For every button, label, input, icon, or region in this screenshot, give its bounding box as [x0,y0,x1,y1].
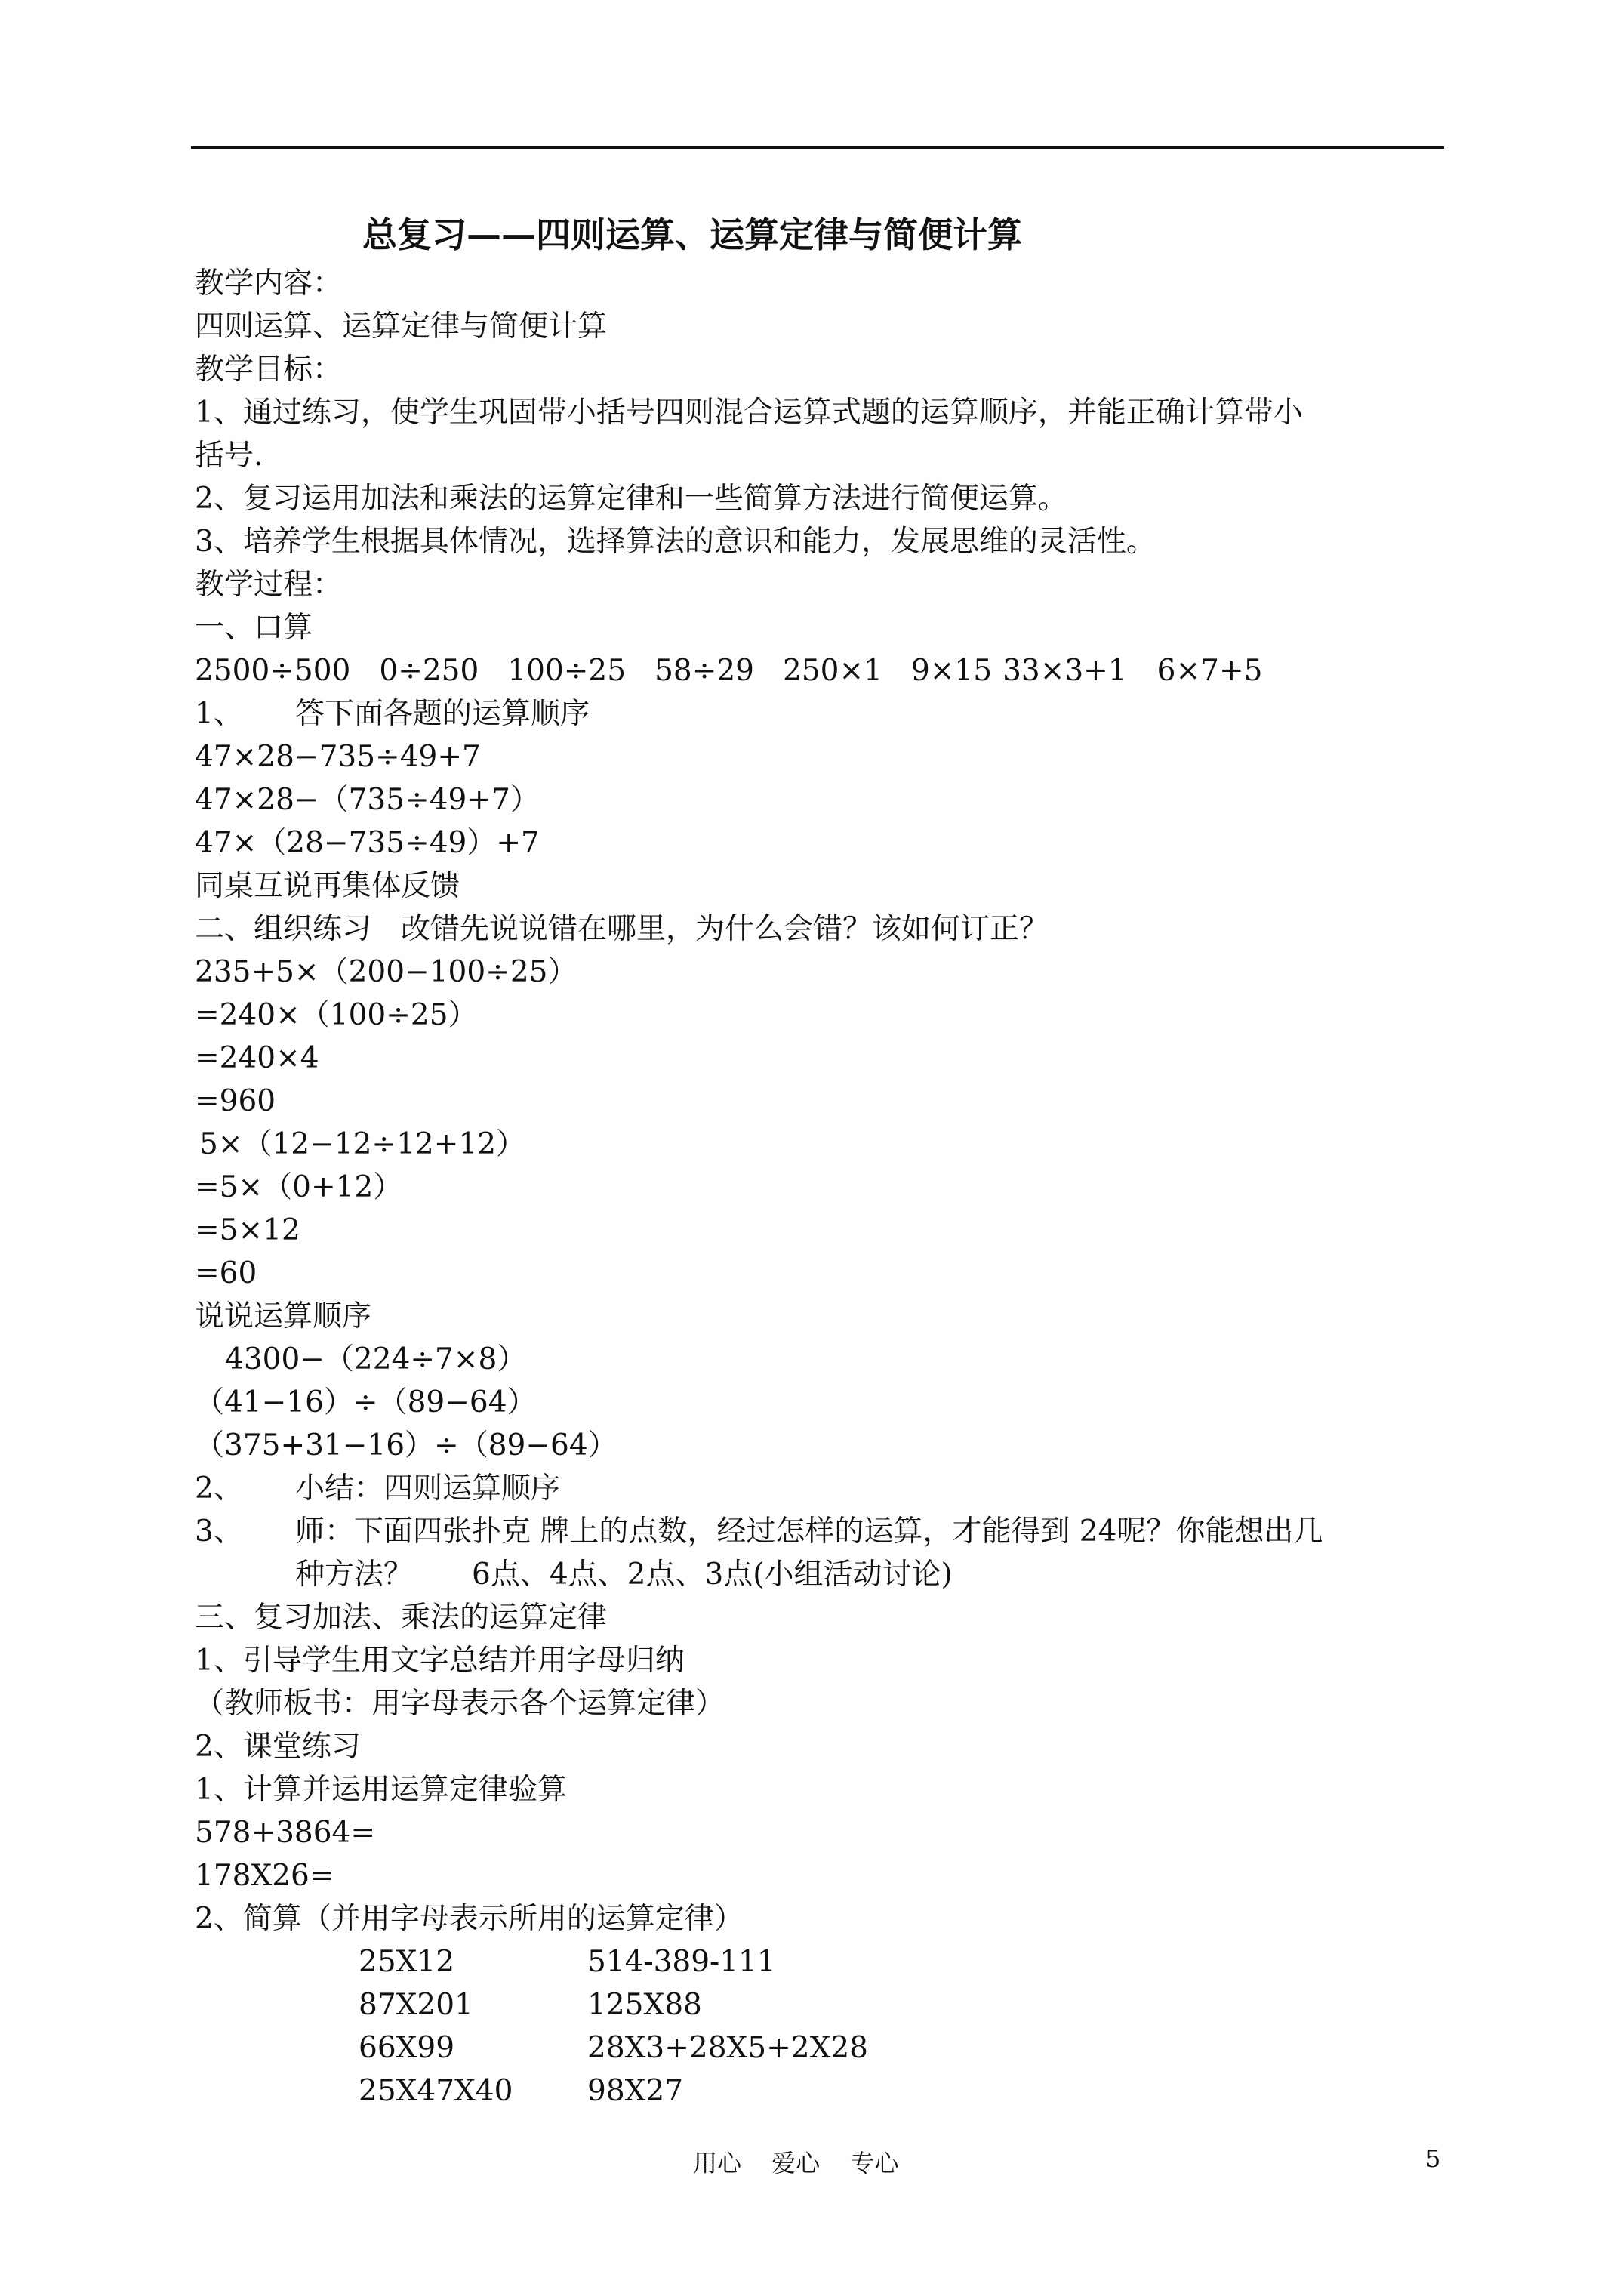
oral-problem: 250×1 [783,654,882,688]
simplify-row [195,2026,1455,2069]
correction-step: 5×（12−12÷12+12） [199,1127,526,1161]
simplify-problem: 98X27 [587,2074,684,2108]
correction-step: =5×12 [195,1213,300,1247]
oral-problem: 100÷25 [507,654,627,688]
item-2-summary [195,1467,1455,1510]
oral-problem: 58÷29 [654,654,754,688]
item-1-order [195,692,1455,735]
item-text-line-1: 师：下面四张扑克 牌上的点数，经过怎样的运算，才能得到 24呢？你能想出几 [295,1515,1323,1549]
oral-problem: 0÷250 [379,654,479,688]
practice-1-heading: 1、计算并运用运算定律验算 [195,1773,567,1807]
oral-problem: 9×15 [910,654,993,688]
expression: （41−16）÷（89−64） [195,1385,537,1419]
document-body [195,262,1455,2113]
expression: 47×28−（735÷49+7） [195,783,540,817]
order-heading: 说说运算顺序 [195,1299,372,1333]
simplify-row [195,1940,1455,1983]
item-text-line-2: 种方法？ 6点、4点、2点、3点(小组活动讨论) [295,1558,953,1592]
oral-problem: 6×7+5 [1156,654,1263,688]
item-text: 答下面各题的运算顺序 [295,697,590,731]
oral-problems [195,649,1455,692]
oral-problem: 2500÷500 [195,654,351,688]
correction-step: =5×（0+12） [195,1170,403,1204]
classroom-practice-heading: 2、课堂练习 [195,1730,361,1764]
simplify-problem: 514-389-111 [587,1945,776,1979]
simplify-row [195,1983,1455,2026]
practice-problem: 178X26= [195,1859,334,1893]
goal-3: 3、培养学生根据具体情况，选择算法的意识和能力，发展思维的灵活性。 [195,525,1156,559]
teaching-goals-heading: 教学目标： [195,353,343,387]
teaching-content-heading: 教学内容： [195,267,343,300]
laws-step-1: 1、引导学生用文字总结并用字母归纳 [195,1644,685,1678]
practice-2-heading: 2、简算（并用字母表示所用的运算定律） [195,1902,744,1936]
expression: 47×28−735÷49+7 [195,740,481,774]
correction-step: 235+5×（200−100÷25） [195,955,577,989]
simplify-problem: 66X99 [359,2031,455,2065]
item-3-poker [195,1510,1455,1596]
correction-step: =60 [195,1256,257,1290]
goal-1-line-2: 括号. [195,439,263,473]
teaching-content: 四则运算、运算定律与简便计算 [195,310,608,344]
correction-step: =240×4 [195,1041,319,1075]
simplify-problem: 25X12 [359,1945,455,1979]
feedback-line: 同桌互说再集体反馈 [195,869,460,903]
simplify-problem: 28X3+28X5+2X28 [587,2031,868,2065]
item-number: 1、 [195,697,243,731]
section-laws-heading: 三、复习加法、乘法的运算定律 [195,1601,608,1635]
expression: 4300−（224÷7×8） [225,1342,527,1376]
goal-1-line-1: 1、通过练习，使学生巩固带小括号四则混合运算式题的运算顺序，并能正确计算带小 [195,396,1303,430]
item-number: 3、 [195,1515,243,1549]
expression: 47×（28−735÷49）+7 [195,826,540,860]
simplify-row [195,2069,1455,2113]
page-title: 总复习——四则运算、运算定律与简便计算 [362,214,1022,255]
correction-step: =960 [195,1084,276,1118]
simplify-problem: 125X88 [587,1988,702,2022]
section-oral-heading: 一、口算 [195,611,313,645]
teaching-process-heading: 教学过程： [195,568,343,602]
practice-problem: 578+3864= [195,1816,376,1850]
item-number: 2、 [195,1472,243,1505]
simplify-problem: 87X201 [359,1988,473,2022]
section-practice-heading: 二、组织练习 改错先说说错在哪里，为什么会错？该如何订正？ [195,912,1049,946]
item-text: 小结：四则运算顺序 [295,1472,561,1505]
footer-motto: 用心 爱心 专心 [693,2149,899,2177]
page-number: 5 [1425,2144,1441,2173]
expression: （375+31−16）÷（89−64） [195,1428,617,1462]
goal-2: 2、复习运用加法和乘法的运算定律和一些简算方法进行简便运算。 [195,482,1067,516]
board-note: （教师板书：用字母表示各个运算定律） [195,1687,725,1721]
header-rule [191,146,1444,149]
simplify-problem: 25X47X40 [359,2074,513,2108]
correction-step: =240×（100÷25） [195,998,478,1032]
oral-problem: 33×3+1 [1002,654,1127,688]
